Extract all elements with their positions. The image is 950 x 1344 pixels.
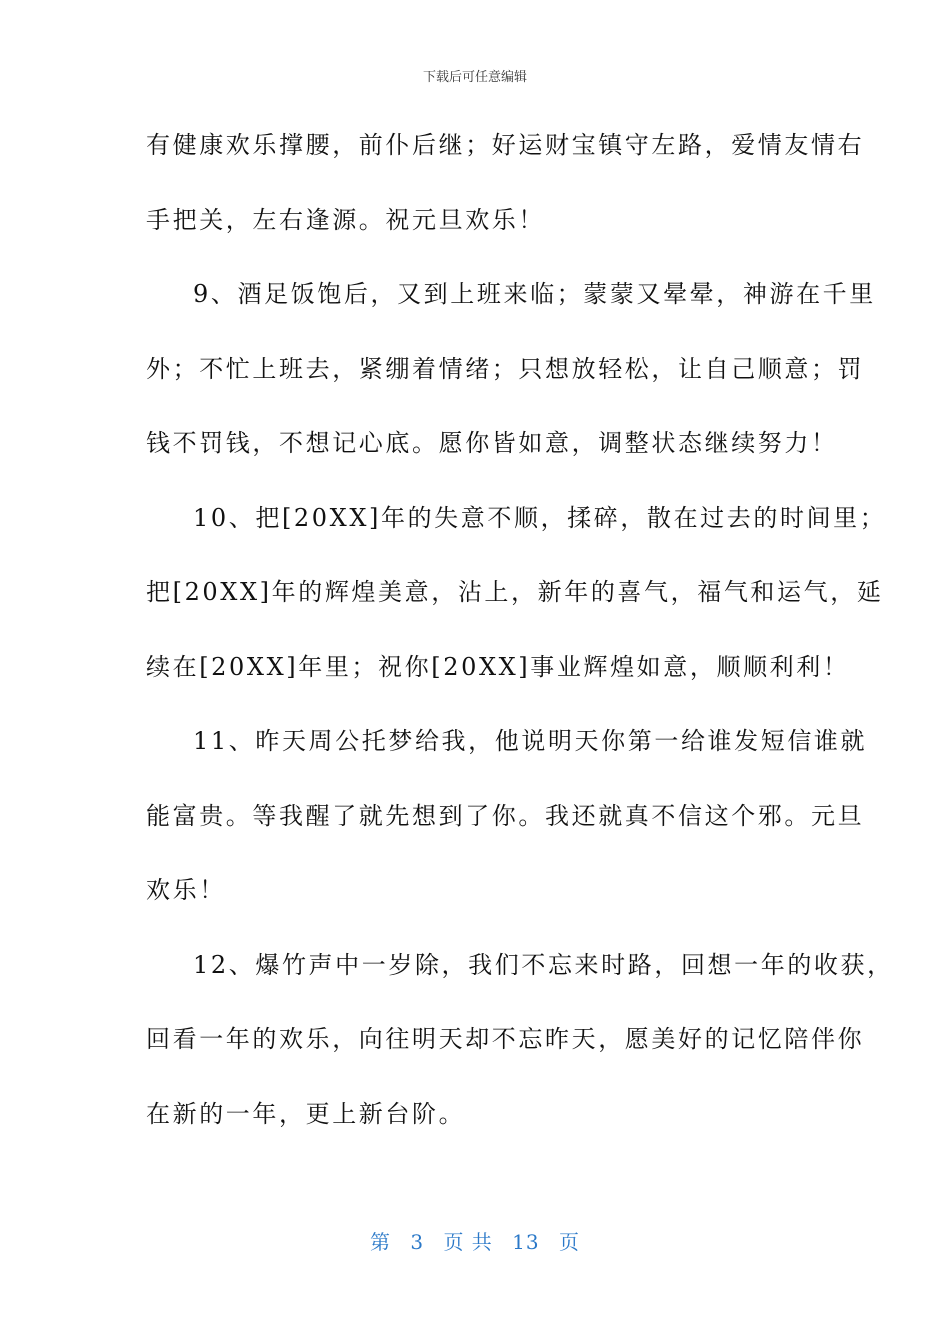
body-line: 9、酒足饭饱后，又到上班来临；蒙蒙又晕晕，神游在千里 (193, 280, 876, 308)
current-page-number: 3 (410, 1230, 425, 1254)
body-line: 钱不罚钱，不想记心底。愿你皆如意，调整状态继续努力！ (146, 429, 838, 457)
body-line: 12、爆竹声中一岁除，我们不忘来时路，回想一年的收获， (193, 950, 894, 979)
page-label-suffix: 页 (558, 1230, 580, 1254)
body-line: 有健康欢乐撑腰，前仆后继；好运财宝镇守左路，爱情友情右 (146, 131, 865, 159)
total-pages-number: 13 (512, 1230, 540, 1254)
body-line: 能富贵。等我醒了就先想到了你。我还就真不信这个邪。元旦 (146, 801, 865, 830)
body-line: 把[20XX]年的辉煌美意，沾上，新年的喜气，福气和运气，延 (146, 578, 884, 606)
page-label-mid: 页 共 (443, 1230, 493, 1254)
body-line: 在新的一年，更上新台阶。 (146, 1099, 466, 1128)
page-footer (0, 1226, 950, 1255)
body-line: 11、昨天周公托梦给我，他说明天你第一给谁发短信谁就 (193, 727, 868, 755)
body-line: 外；不忙上班去，紧绷着情绪；只想放轻松，让自己顺意；罚 (146, 354, 865, 383)
body-line: 欢乐！ (146, 876, 226, 904)
body-line: 手把关，左右逢源。祝元旦欢乐！ (146, 205, 545, 234)
body-line: 续在[20XX]年里；祝你[20XX]事业辉煌如意，顺顺利利！ (146, 652, 850, 681)
page-label-prefix: 第 (370, 1230, 391, 1254)
body-line: 回看一年的欢乐，向往明天却不忘昨天，愿美好的记忆陪伴你 (146, 1025, 865, 1053)
body-line: 10、把[20XX]年的失意不顺，揉碎，散在过去的时间里； (193, 503, 887, 532)
document-body (146, 126, 894, 1169)
page-header-note: 下载后可任意编辑 (422, 70, 527, 85)
